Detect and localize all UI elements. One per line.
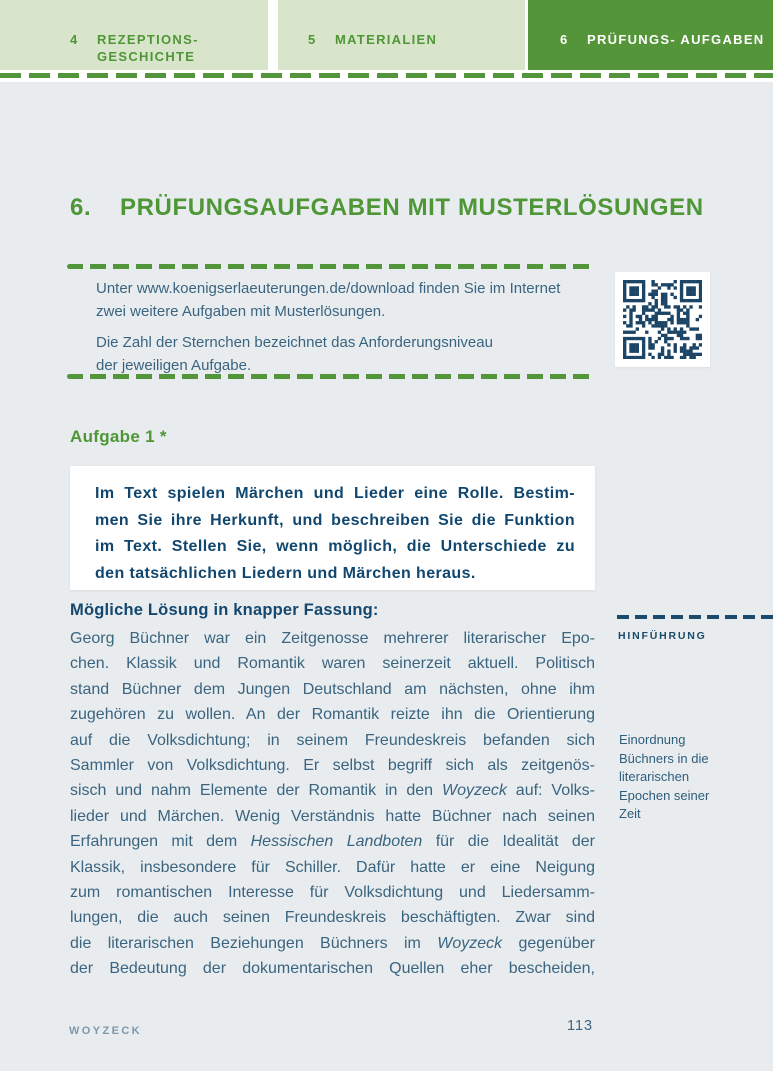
- chapter-heading: [70, 194, 704, 221]
- tab-label: PRÜFUNGS- AUFGABEN: [587, 32, 765, 47]
- tab-materialien: [278, 0, 525, 70]
- tab-number: 4: [70, 32, 79, 47]
- body-line: Georg Büchner war ein Zeitgenosse mehrerer literarischer Epo-: [70, 630, 595, 647]
- solution-heading: Mögliche Lösung in knapper Fassung:: [70, 601, 379, 619]
- tab-number: 6: [560, 32, 569, 47]
- tab-pruefungsaufgaben-active: [528, 0, 773, 70]
- body-line: Klassik, insbesondere für Schiller. Dafür hatte er eine Neigung: [70, 858, 595, 876]
- body-line: stand Büchner dem Jungen Deutschland am nächsten, ohne ihm: [70, 680, 595, 698]
- body-line: Erfahrungen mit dem Hessischen Landboten für die Idealität der: [70, 833, 596, 851]
- footer-page-number: 113: [567, 1018, 594, 1034]
- qr-code-image: [623, 280, 702, 359]
- body-line: Sammler von Volksdichtung. Er selbst begriff sich als zeitgenös-: [70, 757, 595, 775]
- intro-note: [96, 278, 601, 377]
- chapter-number: 6.: [70, 194, 92, 221]
- body-line: zum romantischen Interesse für Volksdichtung und Liedersamm-: [70, 884, 595, 902]
- task-title: Aufgabe 1 *: [70, 427, 167, 446]
- body-line: chen. Klassik und Romantik waren seinerzeit aktuell. Politisch: [70, 655, 595, 673]
- body-line: sisch und nahm Elemente der Romantik in den Woyzeck auf: Volks-: [70, 782, 595, 800]
- tab-label: MATERIALIEN: [335, 32, 438, 47]
- task-line: den tatsächlichen Liedern und Märchen heraus.: [95, 564, 476, 582]
- task-line: men Sie ihre Herkunft, und beschreiben Sie die Funktion: [95, 511, 575, 529]
- dashed-rule-bottom: [67, 374, 595, 379]
- body-line: die literarischen Beziehungen Büchners im Woyzeck gegenüber: [70, 934, 595, 952]
- footer-book-title: WOYZECK: [69, 1025, 143, 1037]
- margin-note: Einordnung Büchners in die literarischen Epochen seiner Zeit: [619, 732, 710, 822]
- solution-body: [70, 626, 595, 982]
- body-line: lieder und Märchen. Wenig Verständnis hatte Büchner nach seinen: [70, 807, 595, 825]
- tab-label: REZEPTIONS- GESCHICHTE: [97, 32, 199, 64]
- body-line: auf die Volksdichtung; in seinem Freundeskreis befanden sich: [70, 731, 595, 749]
- tab-rezeptionsgeschichte: [0, 0, 268, 70]
- sidebar-dashed-rule: [617, 615, 773, 619]
- body-line: der Bedeutung der dokumentarischen Quellen eher bescheiden,: [70, 960, 595, 978]
- intro-paragraph: Unter www.koenigserlaeuterungen.de/download finden Sie im Internet zwei weitere Aufgaben mit Musterlösungen.: [96, 280, 561, 320]
- task-box: [70, 466, 595, 590]
- intro-paragraph: Die Zahl der Sternchen bezeichnet das Anforderungsniveau der jeweiligen Aufgabe.: [96, 334, 493, 374]
- qr-code: [615, 272, 710, 367]
- body-line: zugehören zu wollen. An der Romantik reizte ihn die Orientierung: [70, 706, 595, 724]
- tab-number: 5: [308, 32, 317, 47]
- sidebar-section-label: HINFÜHRUNG: [618, 630, 707, 642]
- body-line: lungen, die auch seinen Freundeskreis beschäftigten. Zwar sind: [70, 909, 595, 927]
- dashed-rule-top: [67, 264, 595, 269]
- chapter-title: PRÜFUNGSAUFGABEN MIT MUSTERLÖSUNGEN: [120, 194, 704, 221]
- task-line: Im Text spielen Märchen und Lieder eine Rolle. Bestim-: [95, 485, 575, 502]
- tab-dashed-separator: [0, 73, 773, 78]
- task-line: im Text. Stellen Sie, wenn möglich, die Unterschiede zu: [95, 538, 575, 555]
